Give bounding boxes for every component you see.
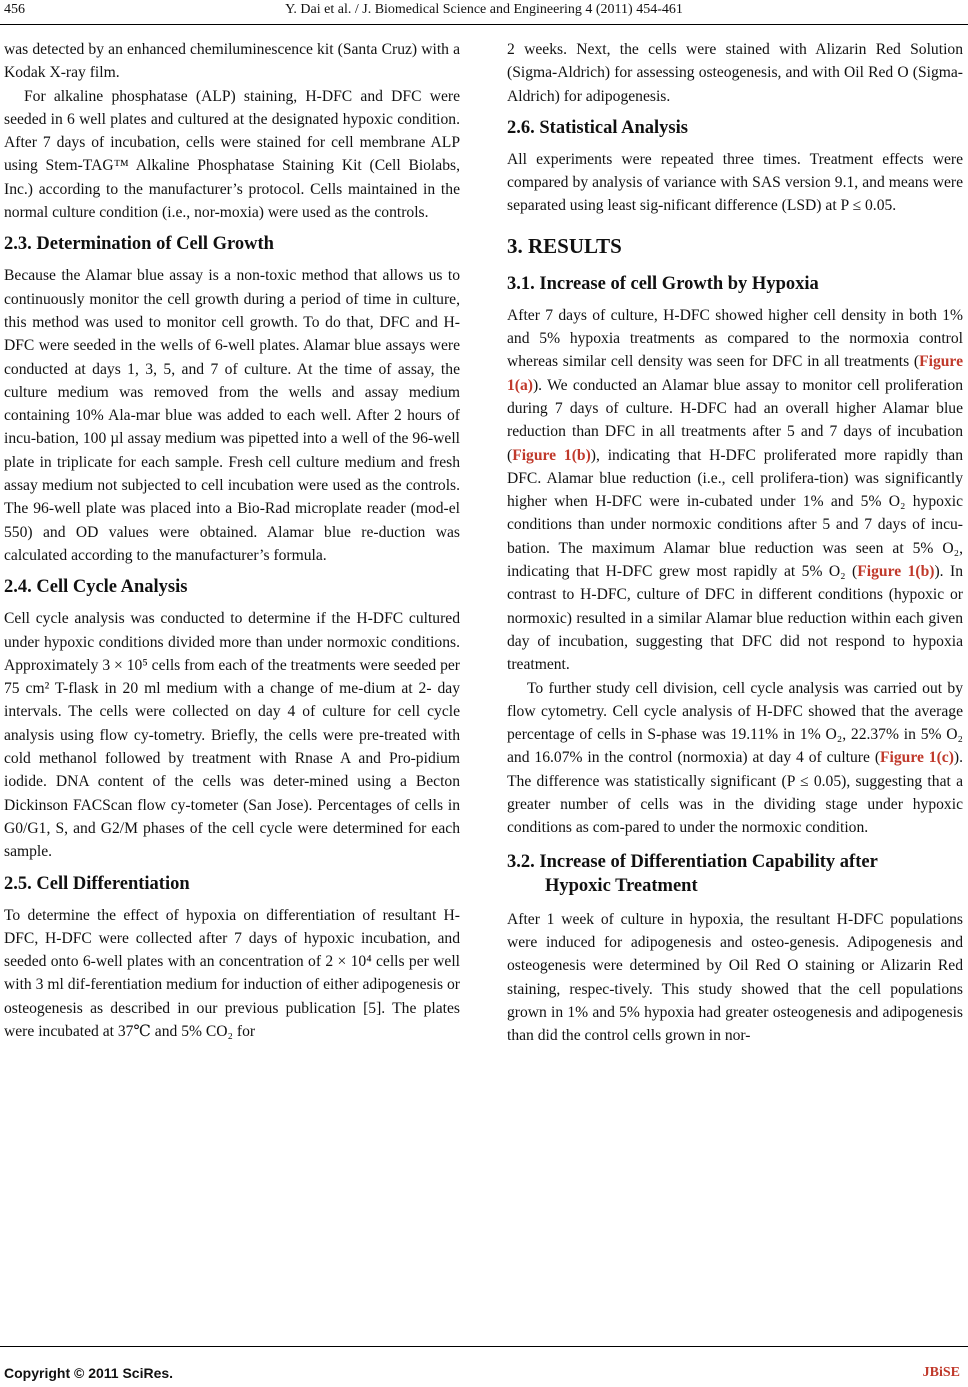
journal-abbreviation: JBiSE (922, 1365, 960, 1380)
page-header (0, 0, 968, 25)
text: ), indicating that H-DFC proliferated more rapidly than DFC. Alamar blue reduction (i.e., cell prolifera-tion) was significantly higher when H-DFC were in-cubated under 1% and 5% O₂ hypoxic conditions than under normoxic conditions after 5 and 7 days of incu-bation. The maximum Alamar blue reduction was seen at 5% O₂, indicating that H-DFC grew most rapidly at 5% O₂ ( (507, 446, 963, 581)
section-heading: 3.1. Increase of cell Growth by Hypoxia (507, 273, 819, 294)
paragraph (507, 304, 963, 677)
section-heading: 2.3. Determination of Cell Growth (4, 234, 274, 255)
section-heading (507, 850, 963, 898)
paragraph: After 1 week of culture in hypoxia, the resultant H-DFC populations were induced for adipogenesis and osteo-genesis. Adipogenesis and osteogenesis were determined by Oil Red O staining or Alizarin Red staining, respec-tively. This study showed that the cell populations grown in 1% and 5% hypoxia had greater osteogenesis and adipogenesis than did the control cells grown in nor- (507, 910, 963, 1045)
figure-link[interactable]: Figure 1(b) (857, 563, 935, 581)
left-column (4, 38, 460, 1043)
heading-line: 3.2. Increase of Differentiation Capability after (507, 851, 878, 872)
text: After 7 days of culture, H-DFC showed higher cell density in both 1% and 5% hypoxia treatments as compared to the normoxia control whereas similar cell density was seen for DFC in all treatments ( (507, 306, 963, 371)
page-number: 456 (4, 2, 25, 17)
figure-link[interactable]: Figure 1(b) (512, 446, 591, 464)
paragraph: All experiments were repeated three times. Treatment effects were compared by analysis of variance with SAS version 9.1, and means were separated using least sig-nificant difference (LSD) at P ≤ 0.05. (507, 150, 963, 215)
text: ). We conducted an Alamar blue assay to monitor cell proliferation during 7 days of culture. H-DFC had an overall higher Alamar blue reduction than DFC in all treatments after 5 and 7 days of incubation ( (507, 376, 963, 464)
paragraph: To determine the effect of hypoxia on differentiation of resultant H-DFC, H-DFC were collected after 7 days of hypoxic incubation, and seeded onto 6-well plates with an concentration of 2 × 10⁴ cells per well with 3 ml dif-ferentiation medium for induction of either adipogenesis or osteogenesis as described in our previous publication [5]. The plates were incubated at 37℃ and 5% CO₂ for (4, 906, 460, 1040)
text: To further study cell division, cell cycle analysis was carried out by flow cytometry. Cell cycle analysis of H-DFC showed that the average percentage of cells in S-phase was 19.11% in 1% O₂, 22.37% in 5% O₂ and 16.07% in the control (normoxia) at day 4 of culture ( (507, 679, 963, 767)
paragraph: Because the Alamar blue assay is a non-toxic method that allows us to continuously monitor the cell growth during a period of time in culture, this method was used to monitor cell growth. To do that, DFC and H-DFC were seeded in the wells of 6-well plates. Alamar blue assays were conducted at days 1, 3, 5, and 7 of culture. At the time of assay, the culture medium was removed from the wells and assay medium containing 10% Ala-mar blue was added to each well. After 2 hours of incu-bation, 100 µl assay medium was pipetted into a well of the 96-well plate in triplicate for each sample. Fresh cell culture medium and fresh assay medium not subjected to cell incubation were used as the controls. The 96-well plate was placed into a Bio-Rad microplate reader (mod-el 550) and OD values were obtained. Alamar blue re-duction was calculated according to the manufacturer’s formula. (4, 267, 460, 564)
right-column (507, 38, 963, 1047)
paragraph: Cell cycle analysis was conducted to determine if the H-DFC cultured under hypoxic conditions divided more than under normoxic conditions. Approximately 3 × 10⁵ cells from each of the treatments were seeded per 75 cm² T-flask in 20 ml medium with a change of me-dium at 2- day intervals. The cells were collected on day 4 of culture for cell cycle analysis using flow cy-tometry. Briefly, the cells were pre-treated with cold methanol followed by treatment with Rnase A and Pro-pidium iodide. DNA content of the cells was deter-mined using a Becton Dickinson FACScan flow cy-tometer (San Jose). Percentages of cells in G0/G1, S, and G2/M phases of the cell cycle were determined for each sample. (4, 610, 460, 861)
page-footer (0, 1346, 968, 1387)
paragraph (507, 677, 963, 840)
paragraph: 2 weeks. Next, the cells were stained with Alizarin Red Solution (Sigma-Aldrich) for assessing osteogenesis, and with Oil Red O (Sigma-Aldrich) for adipogenesis. (507, 41, 963, 105)
text: ). In contrast to H-DFC, culture of DFC in different conditions (hypoxic or normoxic) resulted in a similar Alamar blue reduction within each given day of incubation, suggesting that DFC did not respond to hypoxia treatment. (507, 563, 963, 674)
section-heading: 2.4. Cell Cycle Analysis (4, 577, 188, 598)
heading-line: Hypoxic Treatment (545, 875, 698, 896)
running-head: Y. Dai et al. / J. Biomedical Science and Engineering 4 (2011) 454-461 (285, 2, 683, 17)
section-heading: 2.5. Cell Differentiation (4, 873, 190, 894)
figure-link[interactable]: Figure 1(c) (880, 749, 954, 767)
copyright-notice: Copyright © 2011 SciRes. (4, 1365, 174, 1381)
results-heading: 3. RESULTS (507, 233, 622, 258)
paragraph: was detected by an enhanced chemiluminescence kit (Santa Cruz) with a Kodak X-ray film. (4, 41, 460, 82)
section-heading: 2.6. Statistical Analysis (507, 117, 688, 138)
text: ). The difference was statistically significant (P ≤ 0.05), suggesting that a greater number of cells was in the dividing stage under hypoxic conditions as com-pared to under the normoxic condition. (507, 749, 963, 837)
paragraph: For alkaline phosphatase (ALP) staining, H-DFC and DFC were seeded in 6 well plates and cultured at the designated hypoxic condition. After 7 days of incubation, cells were stained for cell membrane ALP using Stem-TAG™ Alkaline Phosphatase Staining Kit (Cell Biolabs, Inc.) according to the manufacturer’s protocol. Cells maintained in the normal culture condition (i.e., nor-moxia) were used as the controls. (4, 87, 460, 222)
figure-link[interactable]: Figure 1(a) (507, 353, 963, 394)
